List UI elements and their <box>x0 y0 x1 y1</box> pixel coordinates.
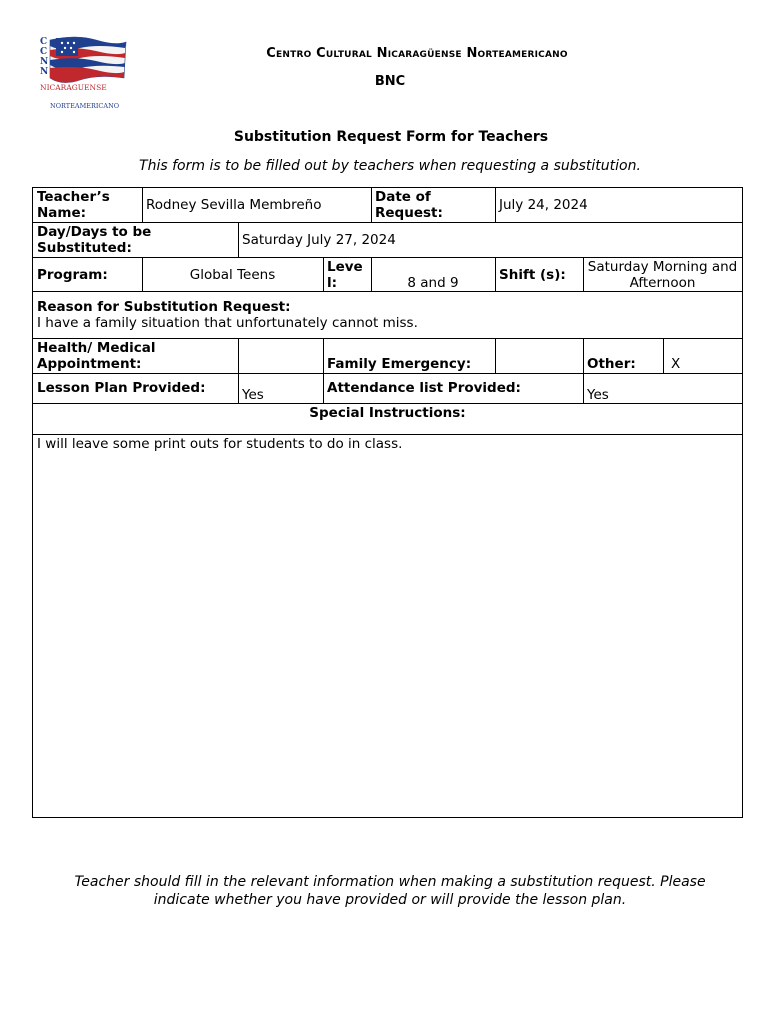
svg-text:NICARAGUENSE: NICARAGUENSE <box>40 83 107 92</box>
form-title: Substitution Request Form for Teachers <box>233 129 549 145</box>
form-subtitle: This form is to be filled out by teachers when requesting a substitution. <box>139 158 641 174</box>
lesson-plan-value[interactable]: Yes <box>242 387 264 403</box>
other-value[interactable]: X <box>671 356 681 372</box>
attendance-list-label: Attendance list Provided: <box>327 380 521 396</box>
teacher-name-value[interactable]: Rodney Sevilla Membreño <box>146 197 322 213</box>
svg-text:C: C <box>40 37 48 47</box>
family-emergency-value[interactable] <box>495 348 583 364</box>
days-substituted-value[interactable]: Saturday July 27, 2024 <box>242 232 396 248</box>
teacher-name-label: Teacher’s Name: <box>37 189 110 221</box>
lesson-plan-label: Lesson Plan Provided: <box>37 380 206 396</box>
level-value[interactable]: 8 and 9 <box>407 275 459 291</box>
shift-label: Shift (s): <box>499 267 566 283</box>
svg-text:N: N <box>40 57 49 67</box>
org-name: Centro Cultural Nicaragüense Norteamericano <box>266 46 568 61</box>
shift-value[interactable]: Saturday Morning and Afternoon <box>587 259 738 291</box>
org-abbreviation: BNC <box>374 74 406 89</box>
program-label: Program: <box>37 267 108 283</box>
reason-label: Reason for Substitution Request: <box>37 299 291 315</box>
substitution-form <box>32 187 743 818</box>
days-substituted-label: Day/Days to be Substituted: <box>37 224 152 256</box>
attendance-list-value[interactable]: Yes <box>587 387 609 403</box>
special-instructions-value[interactable]: I will leave some print outs for students to do in class. <box>37 436 403 452</box>
reason-value[interactable]: I have a family situation that unfortunately cannot miss. <box>37 315 418 331</box>
svg-text:NORTEAMERICANO: NORTEAMERICANO <box>50 102 120 110</box>
other-label: Other: <box>587 356 636 372</box>
svg-text:C: C <box>40 47 48 57</box>
program-value[interactable]: Global Teens <box>189 267 276 283</box>
svg-text:N: N <box>40 67 49 77</box>
date-of-request-value[interactable]: July 24, 2024 <box>499 197 588 213</box>
footer-note: Teacher should fill in the relevant information when making a substitution request. Please indicate whether you have provided or will provide the lesson plan. <box>74 874 706 908</box>
health-appointment-value[interactable] <box>238 348 323 364</box>
level-label: Level: <box>327 259 363 291</box>
date-of-request-label: Date of Request: <box>375 189 443 221</box>
special-instructions-label: Special Instructions: <box>309 405 466 421</box>
family-emergency-label: Family Emergency: <box>327 356 472 372</box>
health-appointment-label: Health/ Medical Appointment: <box>37 340 156 372</box>
